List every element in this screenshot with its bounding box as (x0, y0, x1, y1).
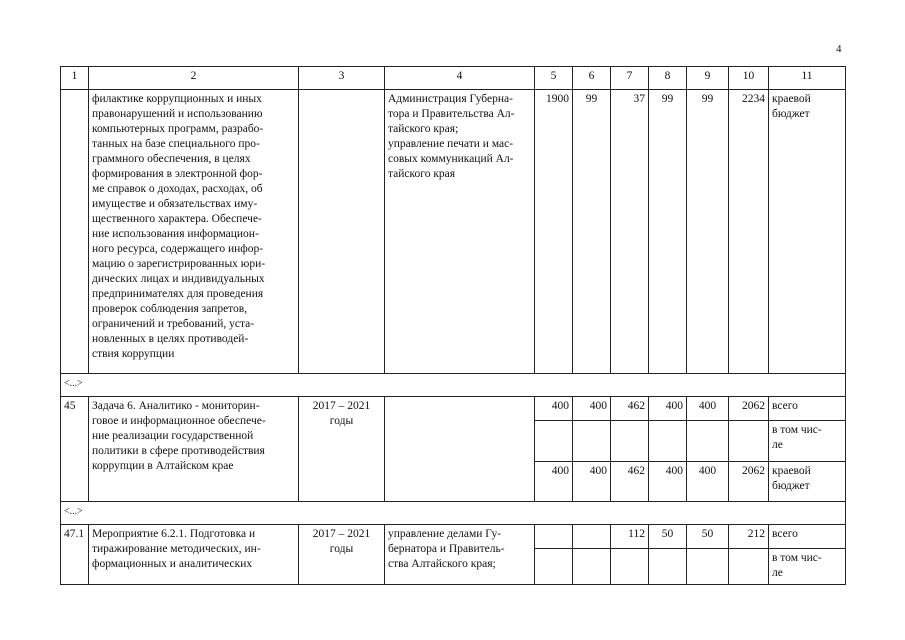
value-cell (649, 549, 687, 585)
header-cell: 10 (729, 67, 769, 90)
header-cell: 5 (535, 67, 573, 90)
value-cell (573, 549, 611, 585)
header-row (61, 67, 846, 90)
value-cell (687, 421, 729, 462)
source-cell: в том чис- ле (769, 421, 846, 462)
value-cell: 400 (535, 462, 573, 502)
executor-cell: Администрация Губерна- тора и Правительства Ал- тайского края; управление печати и мас- совых коммуникаций Ал- тайского края (385, 90, 535, 374)
value-cell: 37 (611, 90, 649, 374)
value-cell: 2062 (729, 462, 769, 502)
value-cell: 462 (611, 397, 649, 421)
value-cell (729, 421, 769, 462)
page-number: 4 (836, 43, 842, 55)
row-number: 47.1 (61, 525, 89, 585)
value-cell: 99 (687, 90, 729, 374)
separator-row (61, 502, 846, 525)
task-description: Задача 6. Аналитико - мониторин- говое и информационное обеспече- ние реализации государственной политики в сфере противодействия коррупции в Алтайском крае (89, 397, 299, 502)
value-cell: 400 (573, 462, 611, 502)
value-cell: 400 (649, 397, 687, 421)
value-cell (535, 525, 573, 549)
source-cell: в том чис- ле (769, 549, 846, 585)
value-cell: 400 (649, 462, 687, 502)
value-cell (611, 421, 649, 462)
value-cell (611, 549, 649, 585)
executor-cell (385, 397, 535, 502)
source-cell: краевой бюджет (769, 90, 846, 374)
row-number (61, 90, 89, 374)
value-cell (573, 525, 611, 549)
header-cell: 1 (61, 67, 89, 90)
header-cell: 11 (769, 67, 846, 90)
value-cell (649, 421, 687, 462)
source-cell: всего (769, 525, 846, 549)
value-cell: 2062 (729, 397, 769, 421)
measure-description: Мероприятие 6.2.1. Подготовка и тиражирование методических, ин- формационных и аналитических (89, 525, 299, 585)
period-cell (299, 90, 385, 374)
value-cell (687, 549, 729, 585)
separator-cell: <...> (61, 502, 846, 525)
value-cell (535, 549, 573, 585)
table-row (61, 525, 846, 549)
source-cell: краевой бюджет (769, 462, 846, 502)
value-cell: 99 (649, 90, 687, 374)
value-cell (535, 421, 573, 462)
value-cell: 400 (535, 397, 573, 421)
header-cell: 8 (649, 67, 687, 90)
header-cell: 7 (611, 67, 649, 90)
table-row (61, 397, 846, 421)
value-cell: 2234 (729, 90, 769, 374)
value-cell: 400 (687, 462, 729, 502)
value-cell: 112 (611, 525, 649, 549)
header-cell: 2 (89, 67, 299, 90)
period-cell: 2017 – 2021 годы (299, 397, 385, 502)
value-cell (573, 421, 611, 462)
separator-cell: <...> (61, 374, 846, 397)
period-cell: 2017 – 2021 годы (299, 525, 385, 585)
header-cell: 9 (687, 67, 729, 90)
row-number: 45 (61, 397, 89, 502)
value-cell: 400 (573, 397, 611, 421)
source-cell: всего (769, 397, 846, 421)
value-cell: 462 (611, 462, 649, 502)
measure-description: филактике коррупционных и иных правонарушений и использованию компьютерных программ, разрабо- танных на базе специального про- граммного обеспечения, в целях формирования в электронной фор- ме справок о доходах, расходах, об имуществе и обязательствах иму- щественного характера. Обеспече- ние использования информацион- ного ресурса, содержащего инфор- мацию о зарегистрированных юри- дических лицах и индивидуальных предпринимателях для проведения проверок соблюдения запретов, ограничений и требований, уста- новленных в целях противодей- ствия коррупции (89, 90, 299, 374)
value-cell: 50 (687, 525, 729, 549)
value-cell: 1900 (535, 90, 573, 374)
value-cell: 50 (649, 525, 687, 549)
value-cell: 212 (729, 525, 769, 549)
value-cell: 400 (687, 397, 729, 421)
header-cell: 3 (299, 67, 385, 90)
executor-cell: управление делами Гу- бернатора и Правитель- ства Алтайского края; (385, 525, 535, 585)
value-cell (729, 549, 769, 585)
separator-row (61, 374, 846, 397)
header-cell: 4 (385, 67, 535, 90)
value-cell: 99 (573, 90, 611, 374)
table-row (61, 90, 846, 374)
program-table (60, 66, 846, 585)
header-cell: 6 (573, 67, 611, 90)
